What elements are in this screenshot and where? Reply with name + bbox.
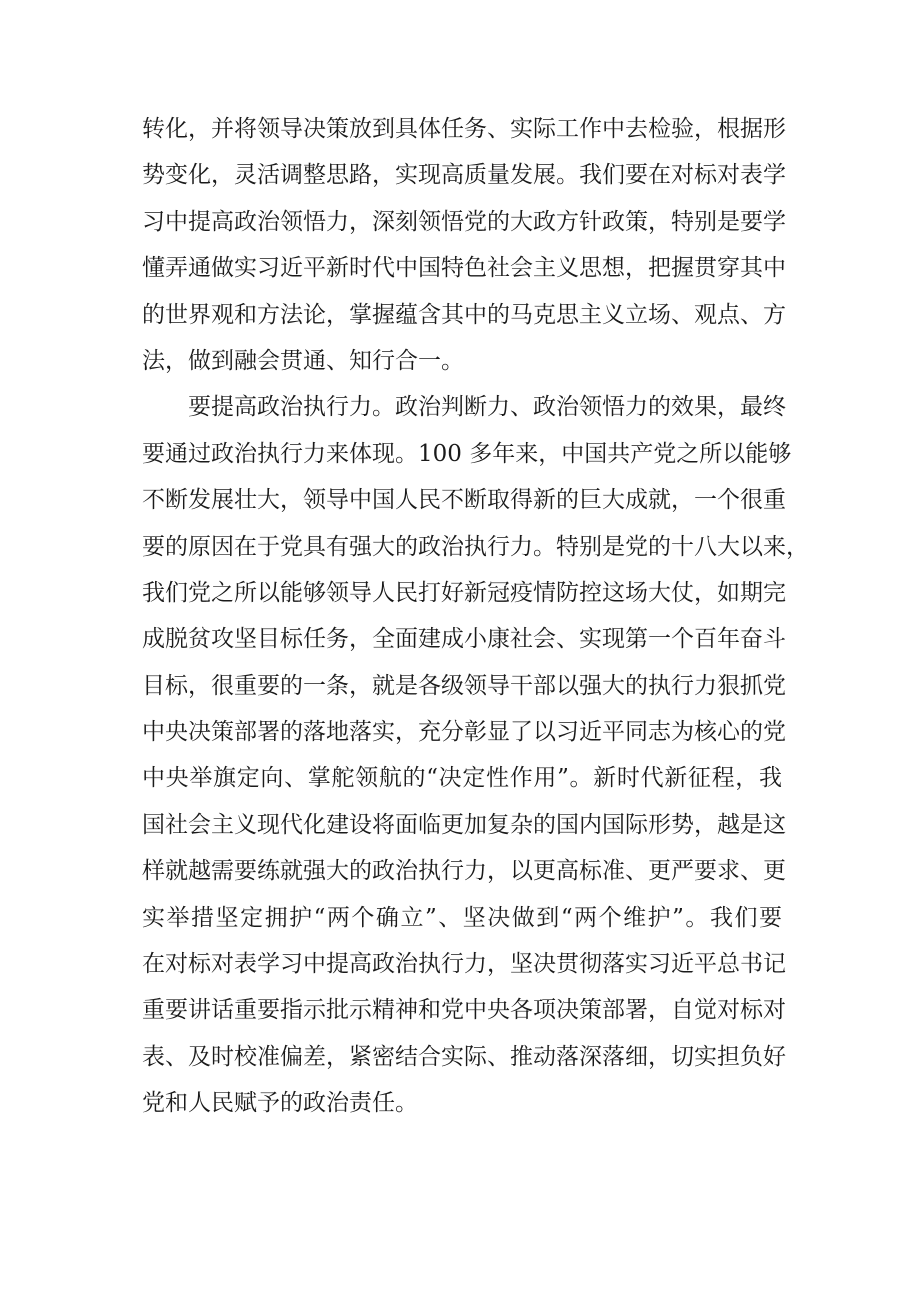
paragraph-line: 党和人民赋予的政治责任。 bbox=[142, 1090, 418, 1117]
paragraph-line: 中央举旗定向、掌舵领航的“决定性作用”。新时代新征程，我 bbox=[142, 765, 782, 792]
paragraph-2 bbox=[142, 384, 809, 1126]
paragraph-line: 目标，很重要的一条，就是各级领导干部以强大的执行力狠抓党 bbox=[142, 672, 786, 699]
paragraph-line: 样就越需要练就强大的政治执行力，以更高标准、更严要求、更 bbox=[142, 858, 786, 885]
paragraph-line: 要提高政治执行力。政治判断力、政治领悟力的效果，最终 bbox=[188, 394, 786, 421]
paragraph-line: 国社会主义现代化建设将面临更加复杂的国内国际形势，越是这 bbox=[142, 811, 786, 838]
paragraph-line: 习中提高政治领悟力，深刻领悟党的大政方针政策，特别是要学 bbox=[142, 208, 786, 235]
body-text bbox=[142, 106, 809, 1127]
paragraph-line: 的世界观和方法论，掌握蕴含其中的马克思主义立场、观点、方 bbox=[142, 301, 786, 328]
paragraph-line: 实举措坚定拥护“两个确立”、坚决做到“两个维护”。我们要 bbox=[142, 904, 782, 931]
paragraph-line: 不断发展壮大，领导中国人民不断取得新的巨大成就，一个很重 bbox=[142, 487, 786, 514]
paragraph-1 bbox=[142, 106, 786, 384]
paragraph-line: 我们党之所以能够领导人民打好新冠疫情防控这场大仗，如期完 bbox=[142, 579, 786, 606]
paragraph-line: 要通过政治执行力来体现。100 多年来，中国共产党之所以能够 bbox=[142, 440, 792, 467]
paragraph-line: 在对标对表学习中提高政治执行力，坚决贯彻落实习近平总书记 bbox=[142, 951, 786, 978]
paragraph-line: 要的原因在于党具有强大的政治执行力。特别是党的十八大以来， bbox=[142, 533, 809, 560]
paragraph-line: 转化，并将领导决策放到具体任务、实际工作中去检验，根据形 bbox=[142, 116, 786, 142]
paragraph-line: 法，做到融会贯通、知行合一。 bbox=[142, 347, 464, 374]
paragraph-line: 中央决策部署的落地落实，充分彰显了以习近平同志为核心的党 bbox=[142, 719, 786, 746]
paragraph-line: 重要讲话重要指示批示精神和党中央各项决策部署，自觉对标对 bbox=[142, 997, 786, 1024]
paragraph-line: 势变化，灵活调整思路，实现高质量发展。我们要在对标对表学 bbox=[142, 162, 786, 189]
paragraph-line: 表、及时校准偏差，紧密结合实际、推动落深落细，切实担负好 bbox=[142, 1043, 786, 1070]
paragraph-line: 懂弄通做实习近平新时代中国特色社会主义思想，把握贯穿其中 bbox=[142, 255, 786, 282]
paragraph-line: 成脱贫攻坚目标任务，全面建成小康社会、实现第一个百年奋斗 bbox=[142, 626, 786, 653]
